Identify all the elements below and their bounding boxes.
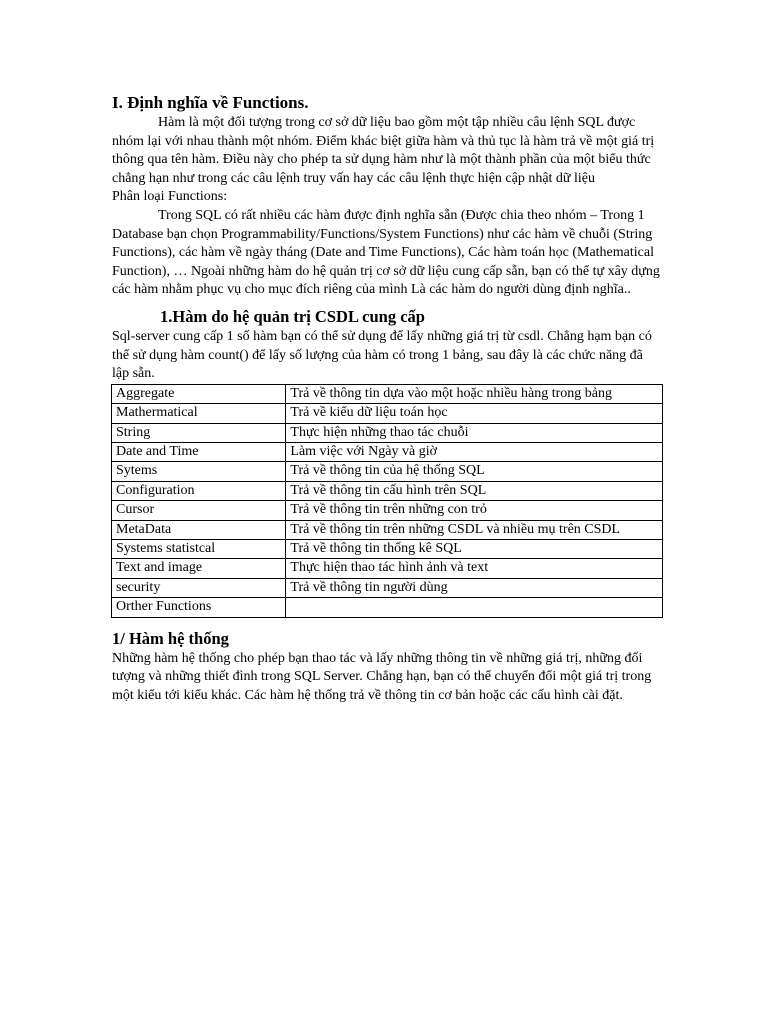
table-row	[112, 404, 663, 423]
builtin-intro-paragraph: Sql-server cung cấp 1 số hàm bạn có thể sử dụng để lấy những giá trị từ csdl. Chẳng hạm bạn có thể sử dụng hàm count() để lấy số lượng của hàm có trong 1 bảng, sau đây là các chức năng đã lập sẵn.	[112, 328, 652, 382]
function-category-description: Trả về thông tin cấu hình trên SQL	[286, 481, 663, 500]
function-category-description: Làm việc với Ngày và giờ	[286, 442, 663, 461]
function-category-name: Text and image	[112, 559, 286, 578]
function-category-name: Aggregate	[112, 384, 286, 403]
function-category-description: Trả về thông tin trên những con trỏ	[286, 501, 663, 520]
section-title-system-functions: 1/ Hàm hệ thống	[112, 628, 229, 648]
table-row	[112, 578, 663, 597]
function-category-name: Configuration	[112, 481, 286, 500]
table-row	[112, 481, 663, 500]
system-functions-paragraph: Những hàm hệ thống cho phép bạn thao tác và lấy những thông tin về những giá trị, những đối tượng và những thiết đình trong SQL Server. Chẳng hạn, bạn có thể chuyển đổi một giá trị trong một kiểu tới kiểu khác. Các hàm hệ thống trả về thông tin cơ bản hoặc các cấu hình cài đặt.	[112, 650, 652, 703]
table-row	[112, 598, 663, 617]
function-category-name: MetaData	[112, 520, 286, 539]
section-title-definition: I. Định nghĩa về Functions.	[112, 93, 309, 112]
classification-paragraph: Trong SQL có rất nhiều các hàm được định nghĩa sẵn (Được chia theo nhóm – Trong 1 Database bạn chọn Programmability/Functions/System Functions) như các hàm về chuỗi (String Functions), các hàm về ngày tháng (Date and Time Functions), Các hàm toán học (Mathematical Function), … Ngoài những hàm do hệ quản trị cơ sở dữ liệu cung cấp sẵn, bạn có thể tự xây dựng các hàm nhằm phục vụ cho mục đích riêng của mình Là các hàm do người dùng định nghĩa..	[112, 207, 660, 298]
function-category-name: Cursor	[112, 501, 286, 520]
table-row	[112, 442, 663, 461]
function-category-description: Trả về thông tin của hệ thống SQL	[286, 462, 663, 481]
function-category-description: Trả về kiểu dữ liệu toán học	[286, 404, 663, 423]
function-category-description: Trả về thông tin trên những CSDL và nhiều mụ trên CSDL	[286, 520, 663, 539]
table-row	[112, 539, 663, 558]
function-category-table	[111, 384, 663, 618]
classification-label: Phân loại Functions:	[112, 189, 228, 205]
function-category-name: Sytems	[112, 462, 286, 481]
function-category-description: Trả về thông tin người dùng	[286, 578, 663, 597]
function-category-description: Trả về thông tin thống kê SQL	[286, 539, 663, 558]
function-category-name: Mathermatical	[112, 404, 286, 423]
function-category-description	[286, 598, 663, 617]
table-row	[112, 520, 663, 539]
table-row	[112, 423, 663, 442]
function-category-description: Trả về thông tin dựa vào một hoặc nhiều hàng trong bảng	[286, 384, 663, 403]
function-category-name: String	[112, 423, 286, 442]
table-row	[112, 501, 663, 520]
section-title-builtin-functions: 1.Hàm do hệ quản trị CSDL cung cấp	[160, 306, 425, 326]
function-category-name: Date and Time	[112, 442, 286, 461]
table-row	[112, 559, 663, 578]
definition-paragraph: Hàm là một đối tượng trong cơ sở dữ liệu bao gồm một tập nhiều câu lệnh SQL được nhóm lại với nhau thành một nhóm. Điểm khác biệt giữa hàm và thủ tục là hàm trả về một giá trị thông qua tên hàm. Điều này cho phép ta sử dụng hàm như là một thành phần của một biểu thức chẳng hạn như trong các câu lệnh truy vấn hay các câu lệnh thực hiện cập nhật dữ liệu	[112, 115, 655, 186]
function-category-description: Thực hiện những thao tác chuỗi	[286, 423, 663, 442]
function-category-name: Orther Functions	[112, 598, 286, 617]
table-row	[112, 384, 663, 403]
table-row	[112, 462, 663, 481]
function-category-name: security	[112, 578, 286, 597]
function-category-description: Thực hiện thao tác hình ảnh và text	[286, 559, 663, 578]
function-category-name: Systems statistcal	[112, 539, 286, 558]
document-page	[112, 92, 660, 705]
